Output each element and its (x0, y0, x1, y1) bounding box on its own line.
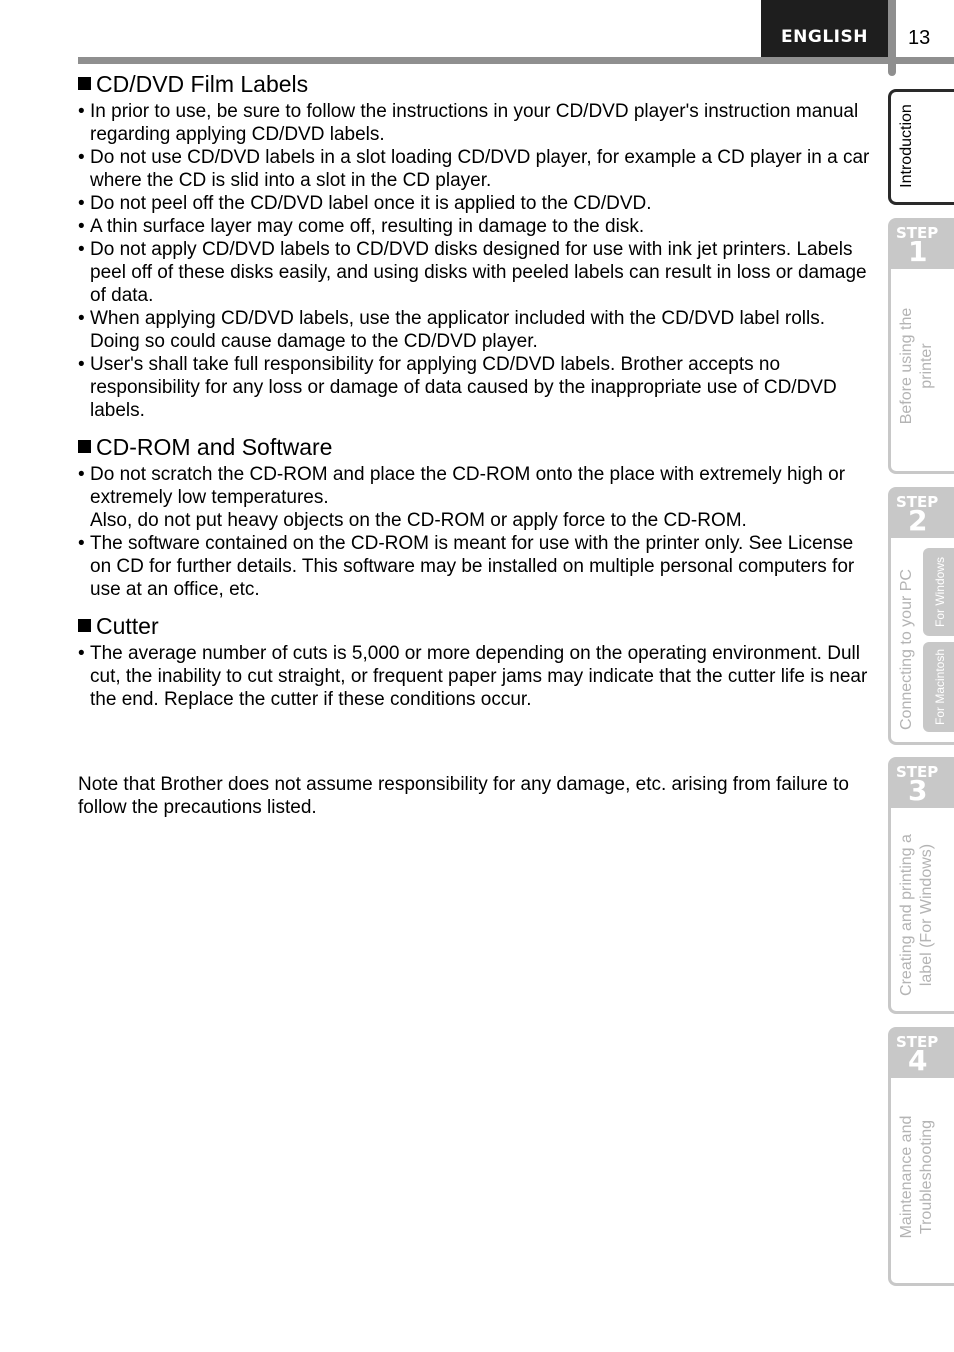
header-vertical-rule (888, 0, 896, 76)
list-item: • User's shall take full responsibility for applying CD/DVD labels. Brother accepts no responsibility for any loss or damage of data caused by the inappropriate use of CD/DVD labels. (78, 353, 874, 422)
list-item: • Do not apply CD/DVD labels to CD/DVD disks designed for use with ink jet printers. Labels peel off of these disks easily, and using disks with peeled labels can result in loss or damage of data. (78, 238, 874, 307)
language-label: ENGLISH (781, 27, 868, 47)
step-1-label: Before using the printer (898, 307, 935, 425)
list-item: • Do not peel off the CD/DVD label once it is applied to the CD/DVD. (78, 192, 874, 215)
step-4-label: Maintenance and Troubleshooting (898, 1115, 935, 1239)
square-bullet-icon (78, 619, 91, 632)
section-title-cutter: Cutter (78, 612, 874, 640)
main-content (78, 70, 874, 722)
step-4-header: STEP 4 (891, 1030, 954, 1078)
page-number: 13 (908, 27, 931, 49)
square-bullet-icon (78, 77, 91, 90)
list-item: • In prior to use, be sure to follow the instructions in your CD/DVD player's instruction manual regarding applying CD/DVD labels. (78, 100, 874, 146)
list-item: • When applying CD/DVD labels, use the applicator included with the CD/DVD label rolls. Doing so could cause damage to the CD/DVD player. (78, 307, 874, 353)
cd-dvd-labels-list (78, 100, 874, 422)
step-3-label: Creating and printing a label (For Windows) (898, 834, 935, 996)
step-1-header: STEP 1 (891, 221, 954, 269)
section-title-cd-dvd-labels: CD/DVD Film Labels (78, 70, 874, 98)
header-rule (78, 57, 954, 64)
tab-introduction[interactable] (888, 89, 954, 205)
step-2-label: Connecting to your PC (898, 569, 915, 730)
tab-step-2[interactable] (888, 487, 954, 745)
subtab-for-windows[interactable] (923, 548, 954, 636)
step-3-header: STEP 3 (891, 760, 954, 808)
list-item: • Do not scratch the CD-ROM and place the CD-ROM onto the place with extremely high or extremely low temperatures. Also, do not put heavy objects on the CD-ROM or apply force to the CD-ROM. (78, 463, 874, 532)
language-banner (761, 0, 888, 57)
tab-step-1[interactable] (888, 218, 954, 474)
tab-step-4[interactable] (888, 1027, 954, 1286)
step-2-header: STEP 2 (891, 490, 954, 538)
square-bullet-icon (78, 440, 91, 453)
disclaimer-note: Note that Brother does not assume responsibility for any damage, etc. arising from failure to follow the precautions listed. (78, 774, 849, 818)
tab-step-3[interactable] (888, 757, 954, 1014)
cd-rom-list (78, 463, 874, 601)
list-item: • Do not use CD/DVD labels in a slot loading CD/DVD player, for example a CD player in a car where the CD is slid into a slot in the CD player. (78, 146, 874, 192)
cutter-list (78, 642, 874, 711)
list-item: • A thin surface layer may come off, resulting in damage to the disk. (78, 215, 874, 238)
tab-introduction-label: Introduction (898, 104, 915, 188)
subtab-for-macintosh-label: For Macintosh (933, 648, 947, 726)
list-item: • The software contained on the CD-ROM is meant for use with the printer only. See License on CD for further details. This software may be installed on multiple personal computers for use at an office, etc. (78, 532, 874, 601)
list-item: • The average number of cuts is 5,000 or more depending on the operating environment. Dull cut, the inability to cut straight, or frequent paper jams may indicate that the cutter life is near the end. Replace the cutter if these conditions occur. (78, 642, 874, 711)
subtab-for-macintosh[interactable] (923, 642, 954, 732)
section-title-cd-rom: CD-ROM and Software (78, 433, 874, 461)
subtab-for-windows-label: For Windows (933, 557, 947, 628)
